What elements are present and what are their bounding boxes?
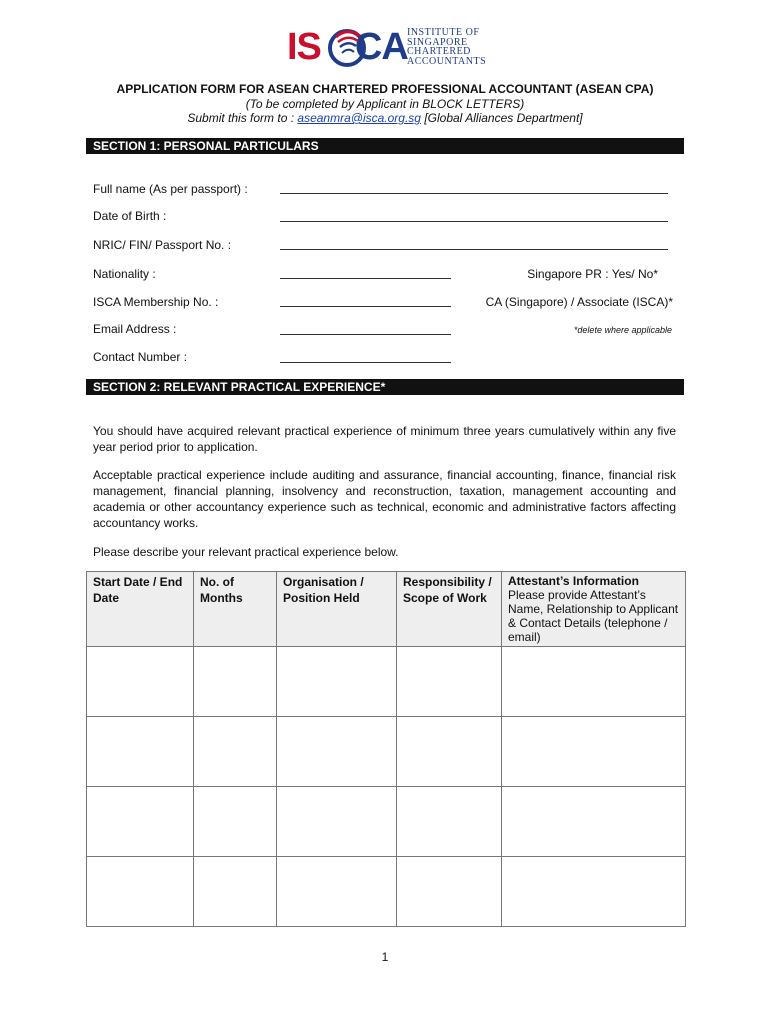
full-name-label: Full name (As per passport) : bbox=[93, 182, 248, 196]
col-organisation-position: Organisation / Position Held bbox=[277, 572, 397, 647]
ca-type-option[interactable]: CA (Singapore) / Associate (ISCA)* bbox=[485, 295, 673, 309]
delete-note: *delete where applicable bbox=[573, 325, 672, 335]
table-cell[interactable] bbox=[87, 787, 194, 857]
logo-word-part2: CA bbox=[354, 26, 408, 68]
table-cell[interactable] bbox=[194, 787, 277, 857]
table-cell[interactable] bbox=[87, 647, 194, 717]
nric-field[interactable] bbox=[280, 249, 668, 250]
membership-label: ISCA Membership No. : bbox=[93, 295, 219, 309]
table-cell[interactable] bbox=[397, 787, 502, 857]
table-cell[interactable] bbox=[277, 857, 397, 927]
logo-word-part1: IS bbox=[287, 26, 321, 68]
table-cell[interactable] bbox=[194, 717, 277, 787]
lion-emblem-icon bbox=[327, 27, 367, 67]
acceptable-experience-text: Acceptable practical experience include auditing and assurance, financial accounting, finance, financial risk management, financial planning, insolvency and reconstruction, taxation, management accounting and academia or other accountancy experience such as technical, economic and administrative factors affecting accountancy works. bbox=[93, 468, 676, 530]
table-row bbox=[87, 717, 686, 787]
attestant-title: Attestant’s Information bbox=[508, 574, 639, 588]
isca-logo bbox=[287, 26, 487, 68]
table-cell[interactable] bbox=[277, 647, 397, 717]
membership-field[interactable] bbox=[280, 306, 451, 307]
contact-label: Contact Number : bbox=[93, 350, 188, 364]
col-no-of-months: No. of Months bbox=[194, 572, 277, 647]
col-start-end-date: Start Date / End Date bbox=[87, 572, 194, 647]
logo-text bbox=[407, 28, 486, 66]
table-cell[interactable] bbox=[87, 717, 194, 787]
table-cell[interactable] bbox=[502, 717, 686, 787]
table-header-row bbox=[87, 572, 686, 647]
table-cell[interactable] bbox=[502, 787, 686, 857]
table-cell[interactable] bbox=[87, 857, 194, 927]
table-cell[interactable] bbox=[194, 857, 277, 927]
email-field[interactable] bbox=[280, 334, 451, 335]
logo-text-line: ACCOUNTANTS bbox=[407, 55, 487, 67]
contact-field[interactable] bbox=[280, 362, 451, 363]
nationality-label: Nationality : bbox=[93, 267, 156, 281]
submit-instruction bbox=[60, 111, 710, 125]
form-subtitle: (To be completed by Applicant in BLOCK LETTERS) bbox=[245, 97, 525, 111]
attestant-subtitle: Please provide Attestant’s Name, Relationship to Applicant & Contact Details (telephone / email) bbox=[508, 588, 679, 644]
page-number: 1 bbox=[381, 950, 389, 964]
col-attestant-info bbox=[502, 572, 686, 647]
submit-email-link[interactable]: aseanmra@isca.org.sg bbox=[297, 111, 421, 125]
table-cell[interactable] bbox=[397, 857, 502, 927]
table-cell[interactable] bbox=[194, 647, 277, 717]
table-row bbox=[87, 647, 686, 717]
table-cell[interactable] bbox=[397, 717, 502, 787]
submit-suffix: [Global Alliances Department] bbox=[420, 111, 583, 125]
section1-heading: SECTION 1: PERSONAL PARTICULARS bbox=[86, 138, 684, 154]
nationality-field[interactable] bbox=[280, 278, 451, 279]
experience-requirement-text: You should have acquired relevant practical experience of minimum three years cumulatively within any five year period prior to application. bbox=[93, 424, 676, 454]
table-cell[interactable] bbox=[502, 857, 686, 927]
table-row bbox=[87, 857, 686, 927]
experience-table bbox=[86, 571, 686, 927]
table-cell[interactable] bbox=[397, 647, 502, 717]
col-responsibility: Responsibility / Scope of Work bbox=[397, 572, 502, 647]
dob-label: Date of Birth : bbox=[93, 209, 167, 223]
logo-text-line: INSTITUTE OF bbox=[407, 27, 480, 38]
dob-field[interactable] bbox=[280, 221, 668, 222]
section2-heading: SECTION 2: RELEVANT PRACTICAL EXPERIENCE* bbox=[86, 379, 684, 395]
describe-instruction: Please describe your relevant practical experience below. bbox=[93, 545, 399, 559]
form-title: APPLICATION FORM FOR ASEAN CHARTERED PROFESSIONAL ACCOUNTANT (ASEAN CPA) bbox=[116, 82, 654, 96]
table-row bbox=[87, 787, 686, 857]
full-name-field[interactable] bbox=[280, 193, 668, 194]
nric-label: NRIC/ FIN/ Passport No. : bbox=[93, 238, 232, 252]
table-cell[interactable] bbox=[277, 717, 397, 787]
table-cell[interactable] bbox=[277, 787, 397, 857]
logo-text-line: SINGAPORE bbox=[407, 36, 468, 48]
logo-text-line: CHARTERED bbox=[407, 46, 471, 57]
singapore-pr-option[interactable]: Singapore PR : Yes/ No* bbox=[527, 267, 658, 281]
table-cell[interactable] bbox=[502, 647, 686, 717]
submit-prefix: Submit this form to : bbox=[187, 111, 298, 125]
email-label: Email Address : bbox=[93, 322, 177, 336]
